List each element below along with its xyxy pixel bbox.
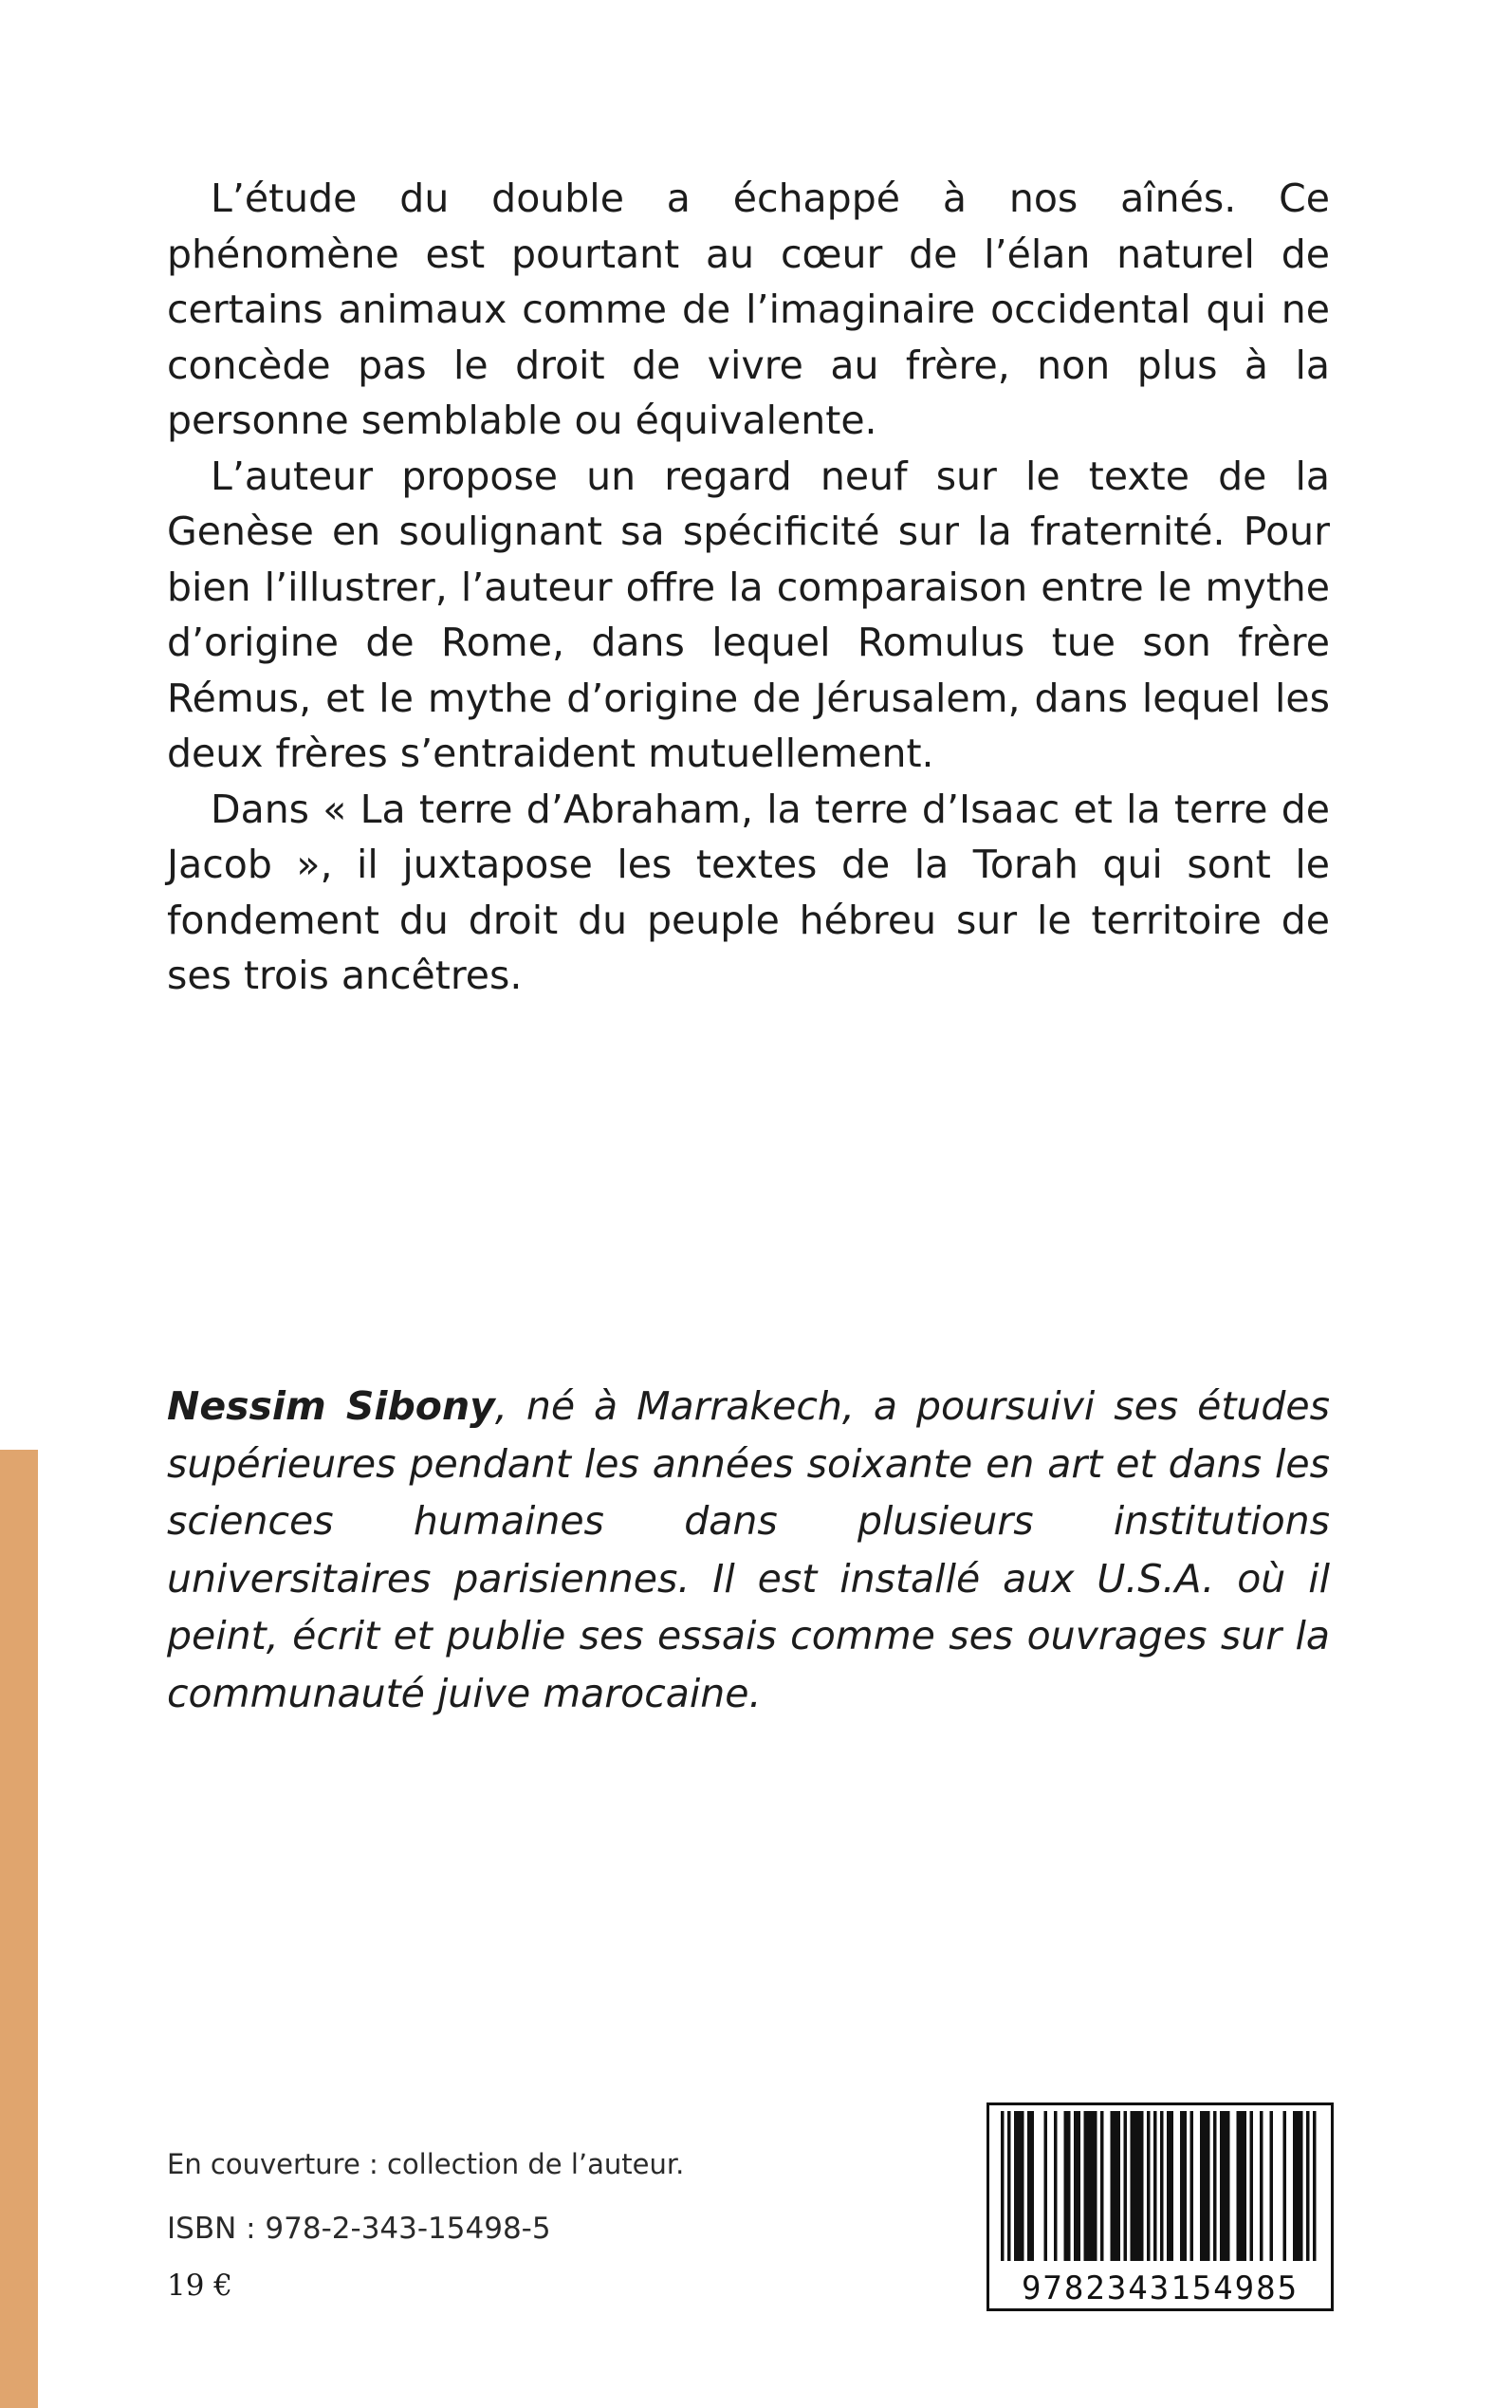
barcode-bar: [1160, 2111, 1164, 2261]
barcode-bar: [1213, 2111, 1217, 2261]
summary-blurb: [167, 171, 1330, 1004]
barcode-bar: [1313, 2111, 1317, 2261]
barcode-graphic: [989, 2105, 1331, 2308]
barcode-bar: [1240, 2111, 1244, 2261]
barcode-bar: [1091, 2111, 1095, 2261]
barcode-bar: [1226, 2111, 1230, 2261]
barcode-bar: [1180, 2111, 1184, 2261]
barcode-bar: [1297, 2111, 1300, 2261]
barcode-bar: [1001, 2111, 1005, 2261]
barcode-bar: [1027, 2111, 1031, 2261]
barcode-bar: [1283, 2111, 1287, 2261]
barcode-bar: [1184, 2111, 1188, 2261]
isbn-number: ISBN : 978-2-343-15498-5: [167, 2212, 551, 2246]
barcode-bar: [1244, 2111, 1247, 2261]
barcode-bar: [1171, 2111, 1174, 2261]
barcode: [986, 2102, 1334, 2311]
barcode-bar: [1117, 2111, 1121, 2261]
barcode-bar: [1100, 2111, 1104, 2261]
author-name: Nessim Sibony: [167, 1383, 495, 1429]
spine-color-band: [0, 1450, 38, 2408]
barcode-bar: [1200, 2111, 1204, 2261]
author-bio: [167, 1378, 1330, 1722]
barcode-bar: [1131, 2111, 1134, 2261]
barcode-bars: [1001, 2111, 1317, 2261]
barcode-bar: [1031, 2111, 1035, 2261]
barcode-bar: [1306, 2111, 1310, 2261]
barcode-bar: [1260, 2111, 1263, 2261]
barcode-bar: [1220, 2111, 1224, 2261]
barcode-bar: [1224, 2111, 1227, 2261]
barcode-bar: [1078, 2111, 1081, 2261]
summary-paragraph-1: L’étude du double a échappé à nos aînés. Ce phénomène est pourtant au cœur de l’élan naturel de certains animaux comme de l’imaginaire occidental qui ne concède pas le droit de vivre au frère, non plus à la personne semblable ou équivalente.: [167, 176, 1330, 443]
barcode-bar: [1293, 2111, 1297, 2261]
summary-paragraph-2: L’auteur propose un regard neuf sur le texte de la Genèse en soulignant sa spécificité sur la fraternité. Pour bien l’illustrer, l’auteur offre la comparaison entre le mythe d’origine de Rome, dans lequel Romulus tue son frère Rémus, et le mythe d’origine de Jérusalem, dans lequel les deux frères s’entraident mutuellement.: [167, 453, 1330, 776]
barcode-bar: [1094, 2111, 1097, 2261]
barcode-bar: [1134, 2111, 1137, 2261]
barcode-bar: [1207, 2111, 1210, 2261]
barcode-bar: [1111, 2111, 1115, 2261]
barcode-bar: [1137, 2111, 1141, 2261]
barcode-bar: [1018, 2111, 1022, 2261]
barcode-bar: [1190, 2111, 1194, 2261]
barcode-bar: [1270, 2111, 1274, 2261]
barcode-bar: [1084, 2111, 1088, 2261]
barcode-bar: [1204, 2111, 1208, 2261]
barcode-bar: [1114, 2111, 1117, 2261]
barcode-bar: [1167, 2111, 1171, 2261]
barcode-digits: 9782343154985: [1021, 2269, 1300, 2307]
barcode-bar: [1054, 2111, 1058, 2261]
barcode-bar: [1007, 2111, 1011, 2261]
barcode-bar: [1300, 2111, 1303, 2261]
barcode-bar: [1124, 2111, 1128, 2261]
author-bio-text: , né à Marrakech, a poursuivi ses études supérieures pendant les années soixante en art et dans les sciences humaines dans plusieurs institutions universitaires parisiennes. Il est installé aux U.S.A. où il peint, écrit et publie ses essais comme ses ouvrages sur la communauté juive marocaine.: [167, 1383, 1330, 1716]
barcode-bar: [1250, 2111, 1254, 2261]
barcode-bar: [1064, 2111, 1068, 2261]
barcode-bar: [1044, 2111, 1048, 2261]
barcode-bar: [1074, 2111, 1078, 2261]
barcode-bar: [1140, 2111, 1144, 2261]
summary-paragraph-3: Dans « La terre d’Abraham, la terre d’Isaac et la terre de Jacob », il juxtapose les textes de la Torah qui sont le fondement du droit du peuple hébreu sur le territoire de ses trois ancêtres.: [167, 786, 1330, 998]
barcode-bar: [1067, 2111, 1071, 2261]
barcode-bar: [1237, 2111, 1241, 2261]
barcode-bar: [1021, 2111, 1024, 2261]
barcode-bar: [1147, 2111, 1151, 2261]
barcode-bar: [1087, 2111, 1091, 2261]
cover-credit: En couverture : collection de l’auteur.: [167, 2148, 685, 2180]
price-label: 19 €: [167, 2269, 233, 2303]
barcode-bar: [1014, 2111, 1018, 2261]
barcode-bar: [1153, 2111, 1157, 2261]
